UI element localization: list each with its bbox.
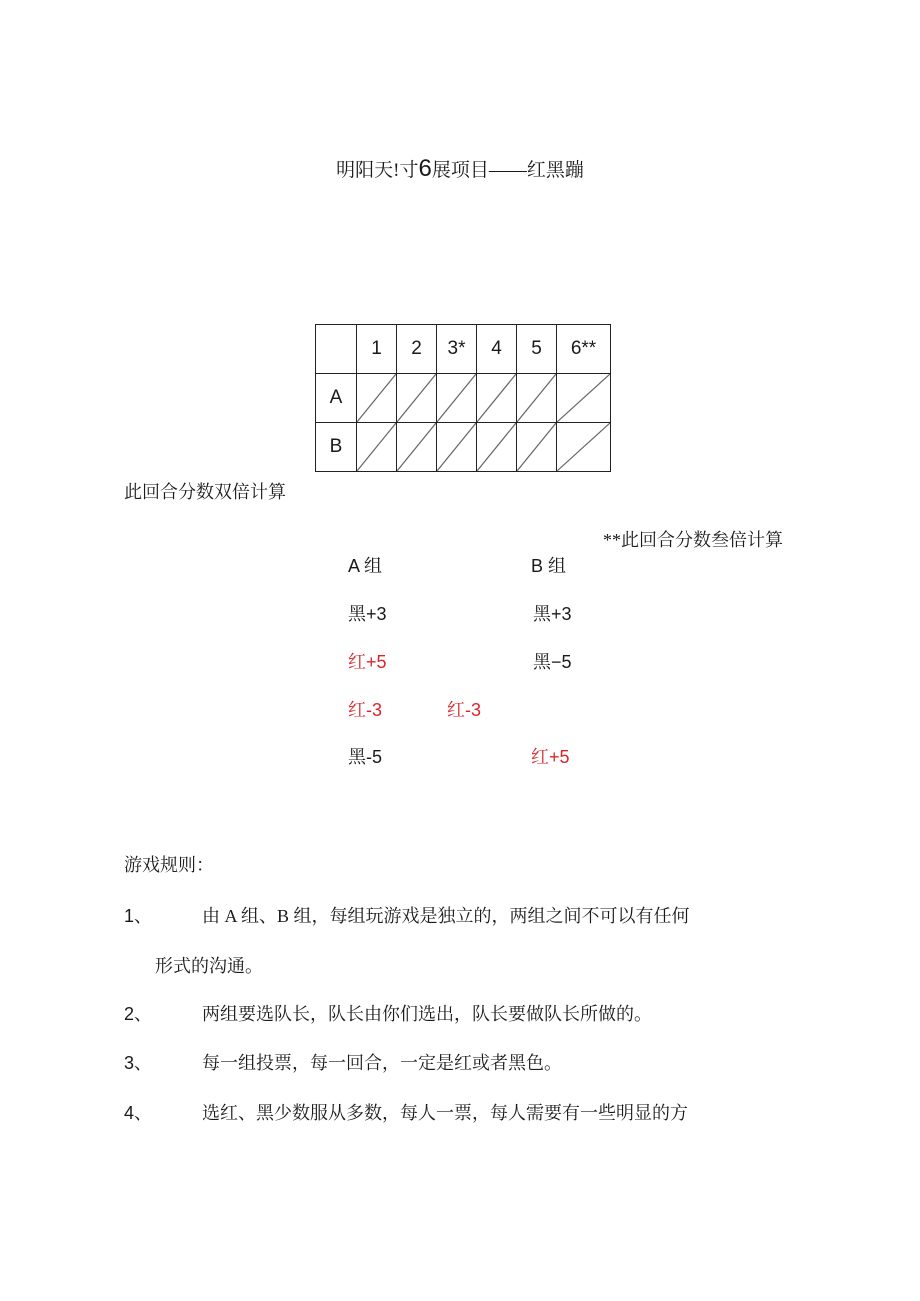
score-b-4: 红+5 <box>531 747 570 767</box>
score-table <box>315 324 611 472</box>
title-text-1: 明阳天!寸 <box>336 160 419 181</box>
score-row-b <box>316 423 611 472</box>
rule-1-text: 由 A 组、B 组，每组玩游戏是独立的，两组之间不可以有任何 <box>202 906 690 926</box>
score-cell <box>557 423 611 472</box>
score-header-row <box>316 325 611 374</box>
header-cell-round-2: 2 <box>397 325 437 374</box>
rule-3-number: 3、 <box>124 1053 153 1073</box>
score-cell <box>517 374 557 423</box>
score-row-a <box>316 374 611 423</box>
diagonal-line <box>477 374 516 422</box>
score-cell <box>437 374 477 423</box>
diagonal-line <box>397 374 436 422</box>
diagonal-line <box>477 423 516 471</box>
score-cell <box>437 423 477 472</box>
rule-3-text: 每一组投票，每一回合，一定是红或者黑色。 <box>202 1053 562 1073</box>
score-a-3: 红-3 <box>348 700 383 720</box>
note-double: 此回合分数双倍计算 <box>124 482 286 502</box>
group-b-header: B 组 <box>531 556 567 576</box>
score-b-3: 红-3 <box>447 700 482 720</box>
header-cell-round-4: 4 <box>477 325 517 374</box>
diagonal-line <box>557 374 610 422</box>
header-cell-round-1: 1 <box>357 325 397 374</box>
row-label-b: B <box>316 423 357 472</box>
rule-2-text: 两组要选队长，队长由你们选出，队长要做队长所做的。 <box>202 1004 652 1024</box>
rule-4-number: 4、 <box>124 1103 153 1123</box>
score-cell <box>557 374 611 423</box>
diagonal-line <box>357 423 396 471</box>
diagonal-line <box>517 423 556 471</box>
header-cell-round-6: 6** <box>557 325 611 374</box>
title-number: 6 <box>418 155 432 182</box>
page-title <box>0 155 920 183</box>
row-label-a: A <box>316 374 357 423</box>
score-cell <box>357 423 397 472</box>
rule-4-text: 选红、黑少数服从多数，每人一票，每人需要有一些明显的方 <box>202 1103 688 1123</box>
diagonal-line <box>357 374 396 422</box>
group-a-header: A 组 <box>348 556 383 576</box>
rule-1-continuation: 形式的沟通。 <box>155 956 263 976</box>
title-text-2: 展项目——红黑蹦 <box>431 160 584 181</box>
score-cell <box>397 423 437 472</box>
score-cell <box>477 423 517 472</box>
score-b-2: 黑−5 <box>533 652 572 672</box>
diagonal-line <box>437 423 476 471</box>
diagonal-line <box>397 423 436 471</box>
header-cell-round-5: 5 <box>517 325 557 374</box>
score-cell <box>357 374 397 423</box>
diagonal-line <box>557 423 610 471</box>
rule-1-number: 1、 <box>124 906 153 926</box>
score-a-2: 红+5 <box>348 652 387 672</box>
rules-heading: 游戏规则： <box>124 855 214 875</box>
header-cell-round-3: 3* <box>437 325 477 374</box>
score-b-1: 黑+3 <box>533 604 572 624</box>
note-triple: **此回合分数叁倍计算 <box>603 530 783 550</box>
rule-2-number: 2、 <box>124 1004 153 1024</box>
score-a-1: 黑+3 <box>348 604 387 624</box>
diagonal-line <box>517 374 556 422</box>
diagonal-line <box>437 374 476 422</box>
score-cell <box>477 374 517 423</box>
score-cell <box>517 423 557 472</box>
header-cell-corner <box>316 325 357 374</box>
score-a-4: 黑-5 <box>348 747 383 767</box>
score-cell <box>397 374 437 423</box>
